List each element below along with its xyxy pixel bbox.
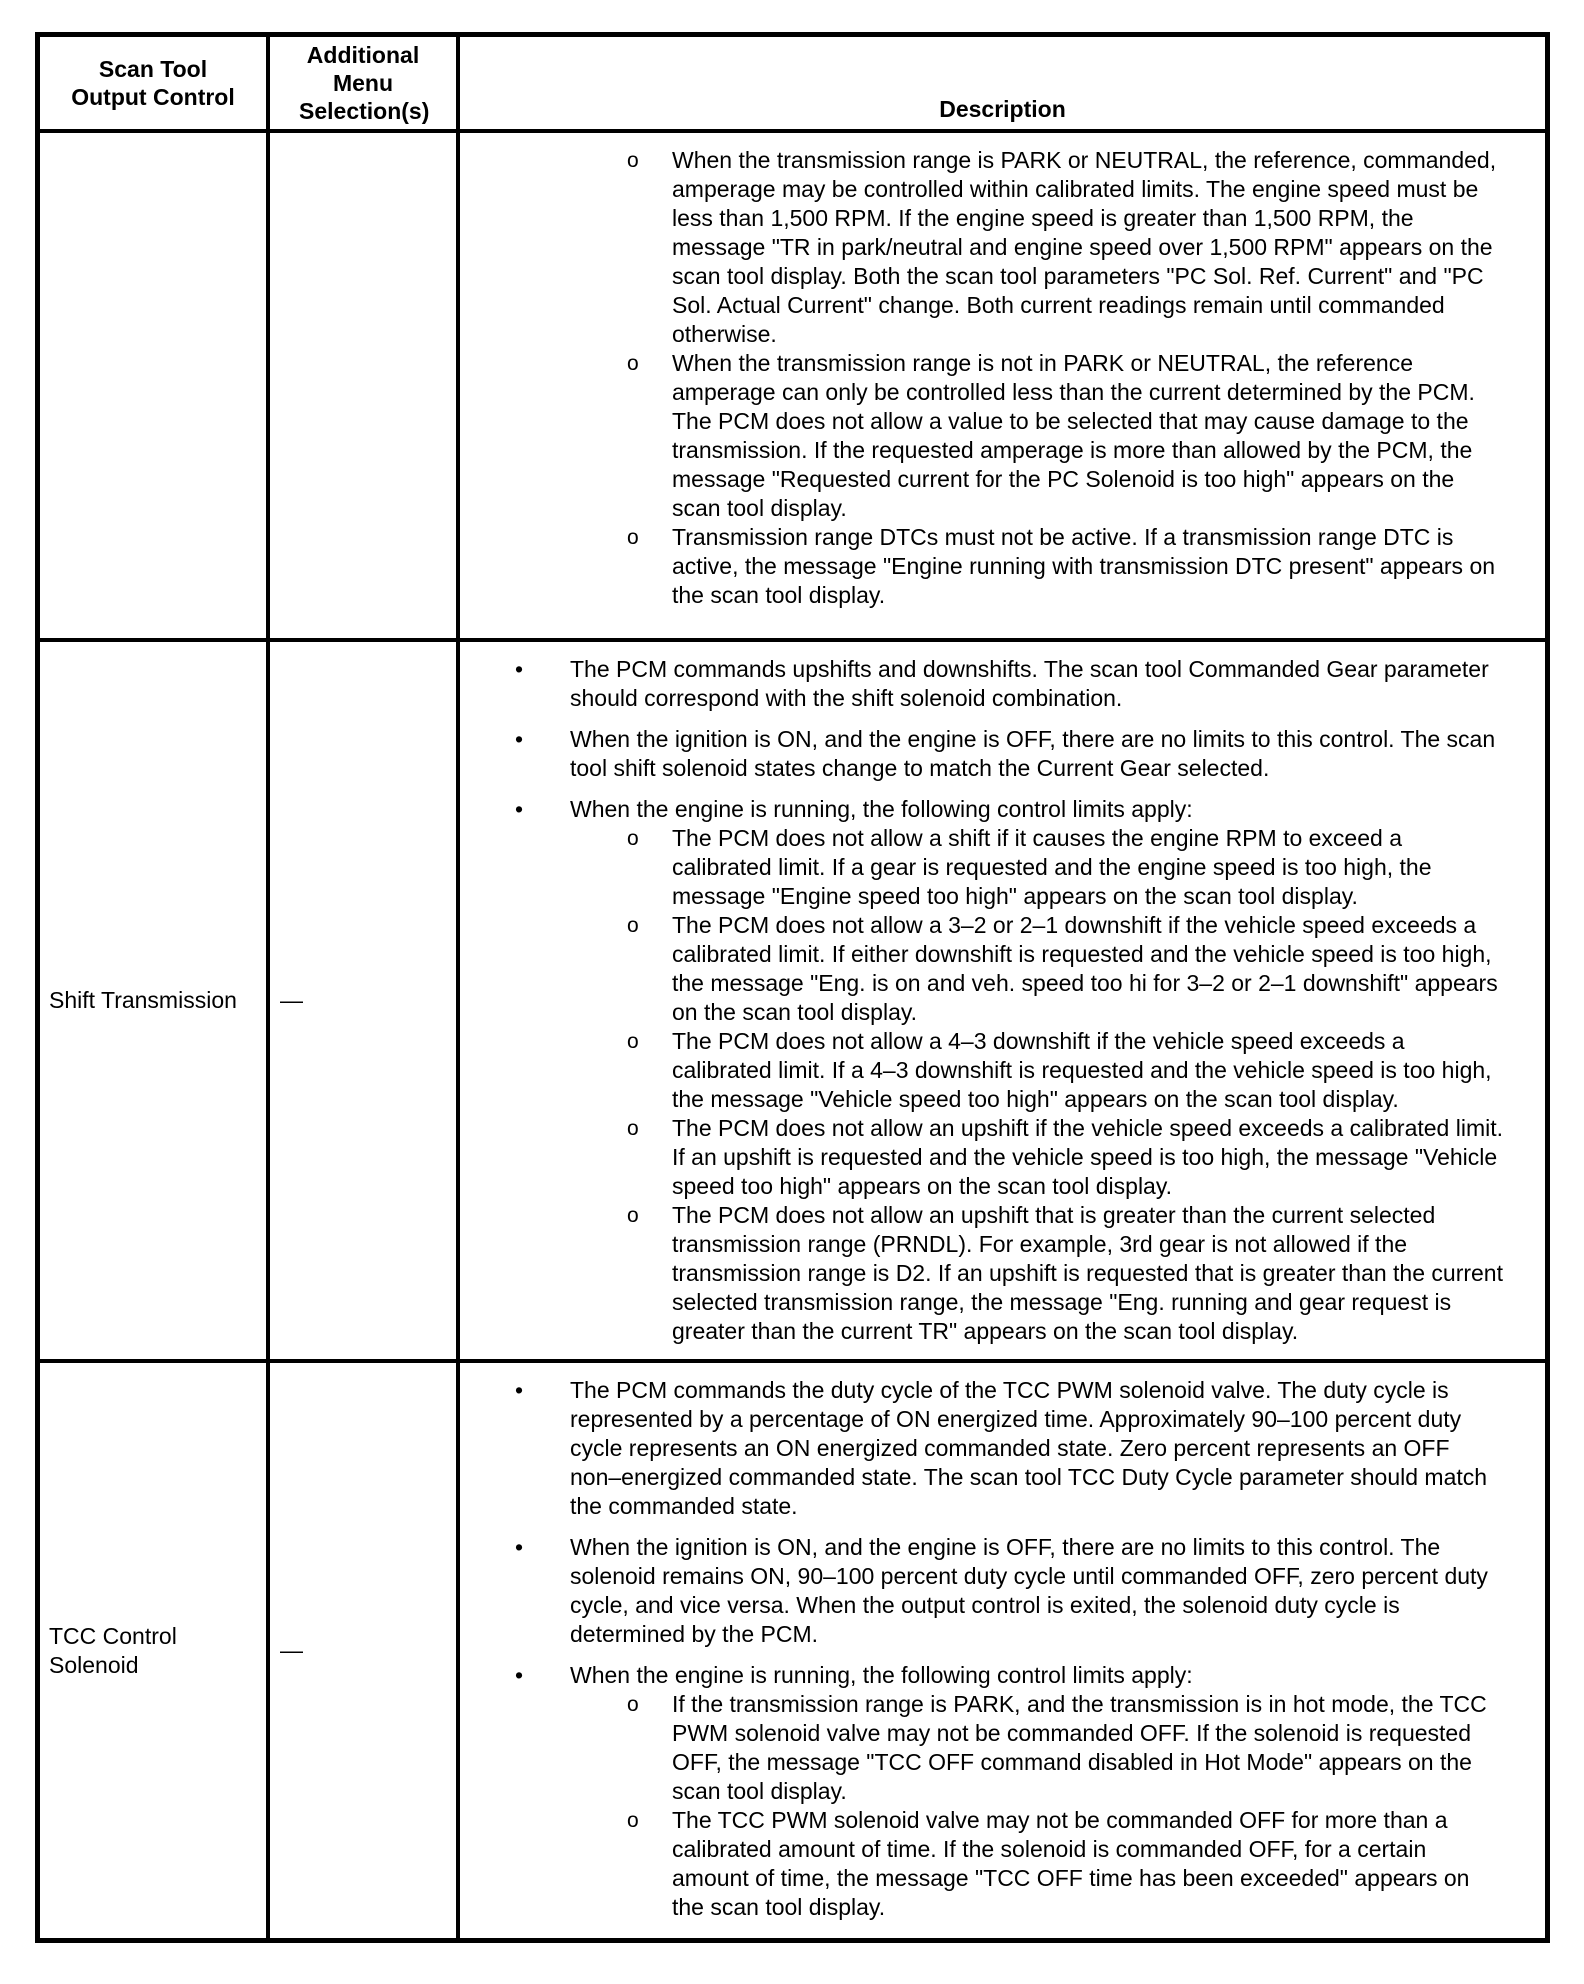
circle-icon: o [627, 1204, 639, 1227]
circle-icon: o [627, 1693, 639, 1716]
menu-selection-cell [270, 642, 456, 1359]
description-item-text: The PCM does not allow a shift if it causes the engine RPM to exceed a calibrated limit. If a gear is requested and the engine speed is too high, the message "Engine speed too high" appears on the scan tool display. [672, 825, 1432, 909]
bullet-icon: • [515, 796, 524, 822]
description-item [460, 1114, 1505, 1201]
description-item [460, 1690, 1505, 1806]
bullet-icon: • [515, 1662, 524, 1688]
description-item-text: When the transmission range is not in PARK or NEUTRAL, the reference amperage can only be controlled less than the current determined by the PCM. The PCM does not allow a value to be selected that may cause damage to the transmission. If the requested amperage is more than allowed by the PCM, the message "Requested current for the PC Solenoid is too high" appears on the scan tool display. [672, 350, 1475, 521]
description-item [460, 1376, 1505, 1521]
description-item [460, 1661, 1505, 1690]
description-item [460, 523, 1505, 610]
description-item-text: Transmission range DTCs must not be active. If a transmission range DTC is active, the message "Engine running with transmission DTC present" appears on the scan tool display. [672, 524, 1496, 608]
circle-icon: o [627, 149, 639, 172]
header-scan-tool-output-control [40, 37, 266, 129]
description-item-text: The PCM commands the duty cycle of the TCC PWM solenoid valve. The duty cycle is represented by a percentage of ON energized time. Approximately 90–100 percent duty cycle represents an ON energized commanded state. Zero percent represents an OFF non–energized commanded state. The scan tool TCC Duty Cycle parameter should match the commanded state. [570, 1377, 1488, 1519]
description-item [460, 1027, 1505, 1114]
circle-icon: o [627, 1117, 639, 1140]
header-description [460, 37, 1545, 129]
description-item-text: When the engine is running, the following control limits apply: [570, 796, 1193, 822]
menu-selection-cell [270, 1363, 456, 1938]
circle-icon: o [627, 352, 639, 375]
control-label: TCC Control Solenoid [49, 1622, 177, 1678]
header-additional-menu-selections [270, 37, 456, 129]
description-item-text: The TCC PWM solenoid valve may not be commanded OFF for more than a calibrated amount of time. If the solenoid is commanded OFF, for a certain amount of time, the message "TCC OFF time has been exceeded" appears on the scan tool display. [672, 1807, 1470, 1920]
description-item [460, 1806, 1505, 1922]
control-label: Shift Transmission [49, 987, 237, 1013]
circle-icon: o [627, 827, 639, 850]
header-label: Additional Menu Selection(s) [299, 42, 430, 124]
bullet-icon: • [515, 726, 524, 752]
bullet-icon: • [515, 1377, 524, 1403]
header-label: Description [939, 96, 1066, 122]
circle-icon: o [627, 1030, 639, 1053]
menu-selection-cell [270, 133, 456, 638]
description-cell [460, 133, 1545, 638]
description-item-text: The PCM does not allow a 4–3 downshift if the vehicle speed exceeds a calibrated limit. If a 4–3 downshift is requested and the vehicle speed is too high, the message "Vehicle speed too high" appears on the scan tool display. [672, 1028, 1492, 1112]
description-item [460, 349, 1505, 523]
bullet-icon: • [515, 1534, 524, 1560]
description-item [460, 795, 1505, 824]
header-label: Scan Tool Output Control [71, 56, 235, 110]
description-item [460, 146, 1505, 349]
description-item [460, 824, 1505, 911]
circle-icon: o [627, 526, 639, 549]
control-cell [40, 133, 266, 638]
description-item [460, 655, 1505, 713]
description-item [460, 1201, 1505, 1346]
description-item-text: When the transmission range is PARK or NEUTRAL, the reference, commanded, amperage may be controlled within calibrated limits. The engine speed must be less than 1,500 RPM. If the engine speed is greater than 1,500 RPM, the message "TR in park/neutral and engine speed over 1,500 RPM" appears on the scan tool display. Both the scan tool parameters "PC Sol. Ref. Current" and "PC Sol. Actual Current" change. Both current readings remain until commanded otherwise. [672, 147, 1497, 347]
description-item-text: If the transmission range is PARK, and the transmission is in hot mode, the TCC PWM solenoid valve may not be commanded OFF. If the solenoid is requested OFF, the message "TCC OFF command disabled in Hot Mode" appears on the scan tool display. [672, 1691, 1487, 1804]
description-item-text: The PCM commands upshifts and downshifts. The scan tool Commanded Gear parameter should correspond with the shift solenoid combination. [570, 656, 1489, 711]
menu-selection-label: — [280, 1637, 303, 1663]
description-item-text: The PCM does not allow a 3–2 or 2–1 downshift if the vehicle speed exceeds a calibrated limit. If either downshift is requested and the vehicle speed is too high, the message "Eng. is on and veh. speed too hi for 3–2 or 2–1 downshift" appears on the scan tool display. [672, 912, 1498, 1025]
description-item-text: The PCM does not allow an upshift that is greater than the current selected transmission range (PRNDL). For example, 3rd gear is not allowed if the transmission range is D2. If an upshift is requested that is greater than the current selected transmission range, the message "Eng. running and gear request is greater than the current TR" appears on the scan tool display. [672, 1202, 1503, 1344]
bullet-icon: • [515, 656, 524, 682]
description-item-text: The PCM does not allow an upshift if the vehicle speed exceeds a calibrated limit. If an upshift is requested and the vehicle speed is too high, the message "Vehicle speed too high" appears on the scan tool display. [672, 1115, 1503, 1199]
description-cell [460, 642, 1545, 1359]
description-cell [460, 1363, 1545, 1938]
control-cell [40, 1363, 266, 1938]
circle-icon: o [627, 1809, 639, 1832]
control-cell [40, 642, 266, 1359]
scan-tool-output-control-table [35, 32, 1550, 1943]
description-item [460, 1533, 1505, 1649]
description-item [460, 911, 1505, 1027]
description-item [460, 725, 1505, 783]
circle-icon: o [627, 914, 639, 937]
description-item-text: When the engine is running, the following control limits apply: [570, 1662, 1193, 1688]
description-item-text: When the ignition is ON, and the engine is OFF, there are no limits to this control. The solenoid remains ON, 90–100 percent duty cycle until commanded OFF, zero percent duty cycle, and vice versa. When the output control is exited, the solenoid duty cycle is determined by the PCM. [570, 1534, 1488, 1647]
description-item-text: When the ignition is ON, and the engine is OFF, there are no limits to this control. The scan tool shift solenoid states change to match the Current Gear selected. [570, 726, 1496, 781]
menu-selection-label: — [280, 987, 303, 1013]
